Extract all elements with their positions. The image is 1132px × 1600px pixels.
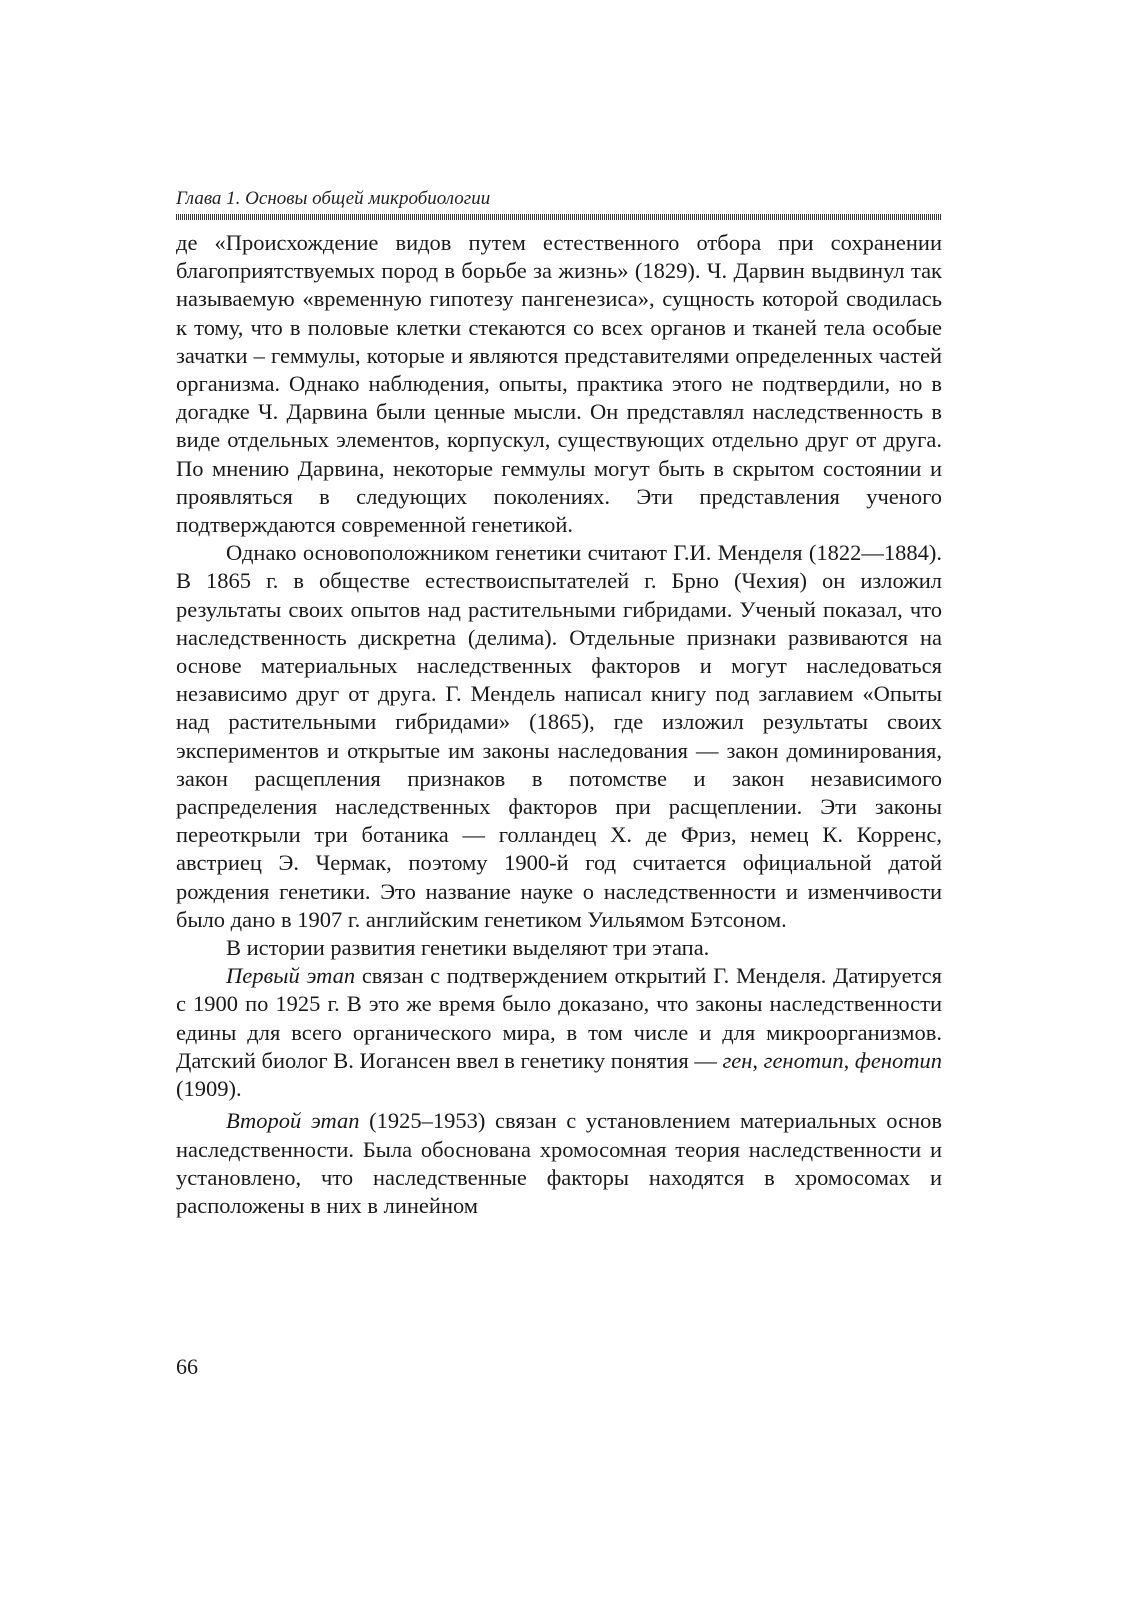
paragraph-4	[176, 962, 942, 1103]
body-text	[176, 229, 942, 1220]
running-header	[176, 188, 942, 220]
paragraph-5	[176, 1107, 942, 1220]
paragraph-4-end: (1909).	[176, 1076, 242, 1102]
separator: ,	[752, 1047, 764, 1073]
chapter-title: Глава 1. Основы общей микробиологии	[176, 188, 491, 209]
paragraph-2: Однако основоположником генетики считают Г.И. Менделя (1822—1884). В 1865 г. в обществе естествоиспытателей г. Брно (Чехия) он изложил результаты своих опытов над растительными гибридами. Ученый показал, что наследственность дискретна (делима). Отдельные признаки развиваются на основе материальных наследственных факторов и могут наследоваться независимо друг от друга. Г. Мендель написал книгу под заглавием «Опыты над растительными гибридами» (1865), где изложил результаты своих экспериментов и открытые им законы наследования — закон доминирования, закон расщепления признаков в потомстве и закон независимого распределения наследственных факторов при расщеплении. Эти законы переоткрыли три ботаника — голландец Х. де Фриз, немец К. Корренс, австриец Э. Чермак, поэтому 1900-й год считается официальной датой рождения генетики. Это название науке о наследственности и изменчивости было дано в 1907 г. английским генетиком Уильямом Бэтсоном.	[176, 540, 942, 932]
paragraph-4-text: связан с подтверждением открытий Г. Менделя. Датируется с 1900 по 1925 г. В это же время было доказано, что законы наследственности едины для всего органического мира, в том числе и для микроорганизмов. Датский биолог В. Иогансен ввел в генетику понятия —	[176, 963, 943, 1073]
term-second-stage: Второй этап	[226, 1108, 360, 1134]
paragraph-3: В истории развития генетики выделяют три этапа.	[226, 935, 710, 961]
page-number: 66	[176, 1354, 198, 1379]
term-gene: ген	[722, 1047, 753, 1073]
term-genotype: генотип	[763, 1047, 844, 1073]
header-rule	[176, 214, 942, 220]
term-phenotype: фенотип	[854, 1047, 942, 1073]
paragraph-5-text: (1925–1953) связан с установлением материальных основ наследственности. Была обоснована хромосомная теория наследственности и установлено, что наследственные факторы находятся в хромосомах и расположены в них в линейном	[176, 1108, 942, 1218]
separator: ,	[843, 1047, 855, 1073]
paragraph-1: де «Происхождение видов путем естественного отбора при сохранении благоприятствуемых пород в борьбе за жизнь» (1829). Ч. Дарвин выдвинул так называемую «временную гипотезу пангенезиса», сущность которой сводилась к тому, что в половые клетки стекаются со всех органов и тканей тела особые зачатки – геммулы, которые и являются представителями определенных частей организма. Однако наблюдения, опыты, практика этого не подтвердили, но в догадке Ч. Дарвина были ценные мысли. Он представлял наследственность в виде отдельных элементов, корпускул, существующих отдельно друг от друга. По мнению Дарвина, некоторые геммулы могут быть в скрытом состоянии и проявляться в следующих поколениях. Эти представления ученого подтверждаются современной генетикой.	[176, 230, 942, 538]
term-first-stage: Первый этап	[226, 963, 356, 989]
